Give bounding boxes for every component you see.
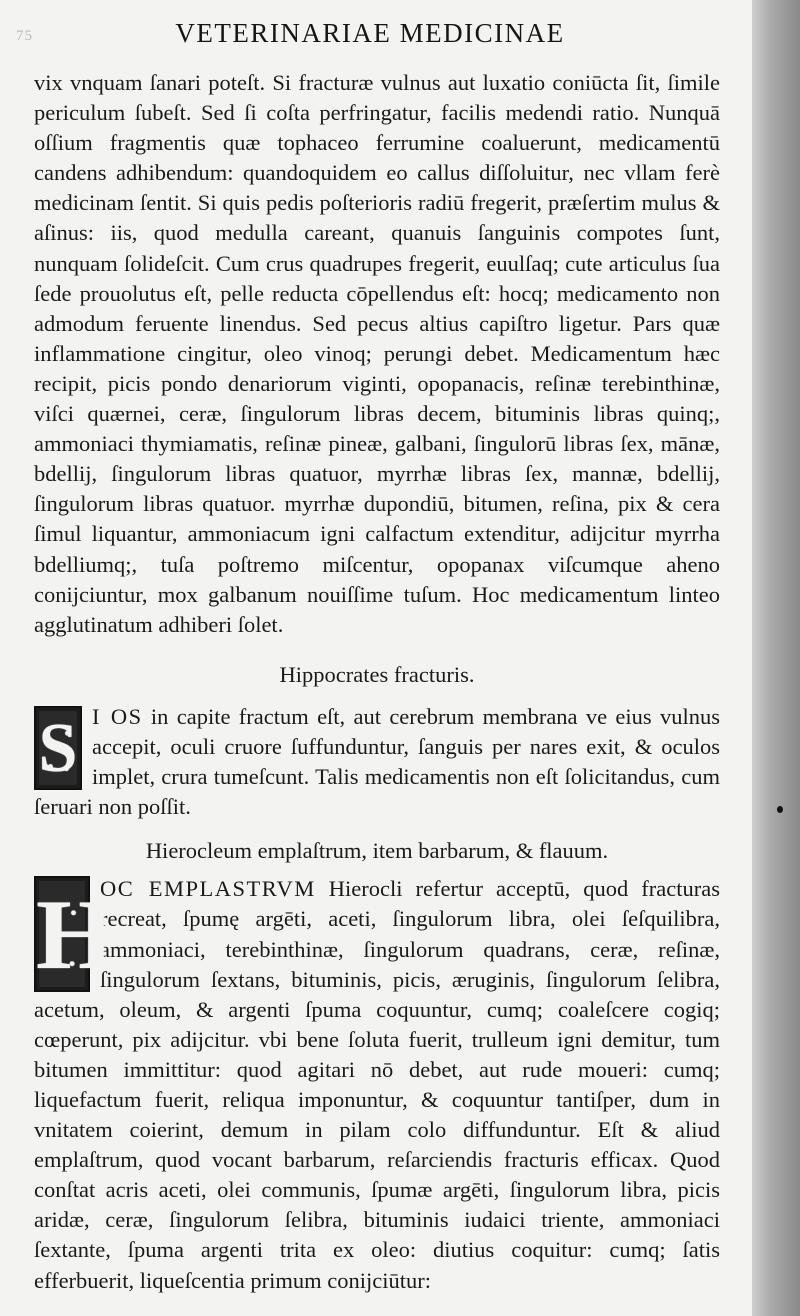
section-heading-hippocrates: Hippocrates fracturis. (279, 661, 475, 687)
section-heading-hierocleum: Hierocleum emplaſtrum, item barbarum, & flauum. (145, 838, 609, 864)
page-body (34, 68, 720, 1296)
paragraph-text: in capite fractum eſt, aut cerebrum membrana ve eius vulnus accepit, oculi cruore ſuffunduntur, ſanguis per nares exit, & oculos implet, crura tumeſcunt. Talis medicamentis non eſt ſolicitandus, cum ſeruari non poſſit. (34, 703, 720, 820)
page-edge-shadow (752, 0, 800, 1316)
paragraph-hippocrates (34, 702, 720, 822)
page-number: 75 (16, 28, 33, 44)
paragraph-continued: vix vnquam ſanari poteſt. Si fracturæ vulnus aut luxatio coniūcta ſit, ſimile periculum ſubeſt. Sed ſi coſta perfringatur, facilis medendi ratio. Nunquā oſſium fragmentis quæ tophaceo ferrumine coaluerunt, medicamentū candens adhibendum: quandoquidem eo callus diſſoluitur, nec vllam ferè medicinam ſentit. Si quis pedis poſterioris radiū fregerit, præſertim mulus & aſinus: iis, quod medulla careant, quanuis ſanguinis compotes ſunt, nunquam ſolideſcit. Cum crus quadrupes fregerit, euulſaq; cute articulus ſua ſede prouolutus eſt, pelle reducta cōpellendus eſt: hocq; medicamento non admodum feruente linendus. Sed pecus altius capiſtro ligetur. Pars quæ inflammatione cingitur, oleo vinoq; perungi debet. Medicamentum hæc recipit, picis pondo denariorum viginti, opopanacis, reſinæ terebinthinæ, viſci quærnei, ceræ, ſingulorum libras decem, bituminis libras quinq;, ammoniaci thymiamatis, reſinæ pineæ, galbani, ſingulorū libras ſex, mānæ, bdellij, ſingulorum libras quatuor, myrrhæ libras ſex, mannæ, bdellij, ſingulorum libras quatuor. myrrhæ dupondiū, bitumen, reſina, pix & cera ſimul liquantur, ammoniacum igni calfactum extenditur, adijcitur myrrha bdelliumq;, tuſa poſtremo miſcentur, opopanax viſcumque aheno conijciuntur, mox galbanum nouiſſime tuſum. Hoc medicamentum linteo agglutinatum adhiberi ſolet. (34, 70, 720, 637)
lead-caps: OC EMPLASTRVM (100, 876, 316, 902)
running-head: VETERINARIAE MEDICINAE (175, 18, 565, 48)
lead-caps: I OS (92, 703, 143, 729)
initial-letter: H (36, 879, 114, 991)
paragraph-hierocleum (34, 874, 720, 1295)
ornamental-initial-s (34, 706, 82, 790)
ink-spot (777, 806, 783, 813)
ornamental-initial-h (34, 876, 114, 992)
paragraph-text: Hierocli refertur acceptū, quod fracturas recreat, ſpumę argēti, aceti, ſingulorum libra, olei ſeſquilibra, ammoniaci, terebinthinæ, ſingulorum quadrans, ceræ, reſinæ, ſingulorum ſextans, bituminis, picis, æruginis, ſingulorum ſelibra, acetum, oleum, & argenti ſpuma coquuntur, cumq; coaleſcere cogiq; cœperunt, pix adijcitur. vbi bene ſoluta fuerit, trulleum igni demitur, tum bitumen immittitur: quod agitari nō debet, aut rude moueri: cumq; liquefactum fuerit, reliqua imponuntur, & coquuntur tantiſper, dum in vnitatem coierint, demum in pilam colo diffunduntur. Eſt & aliud emplaſtrum, quod vocant barbarum, reſarciendis fracturis efficax. Quod conſtat acris aceti, olei communis, ſpumæ argēti, ſingulorum libra, picis aridæ, ceræ, ſingulorum ſelibra, bituminis iudaici triente, ammoniaci ſextante, ſpuma argenti trita ex oleo: diutius coquitur: cumq; ſatis efferbuerit, liqueſcentia primum conijciūtur: (34, 876, 720, 1293)
initial-letter: S (38, 709, 78, 787)
